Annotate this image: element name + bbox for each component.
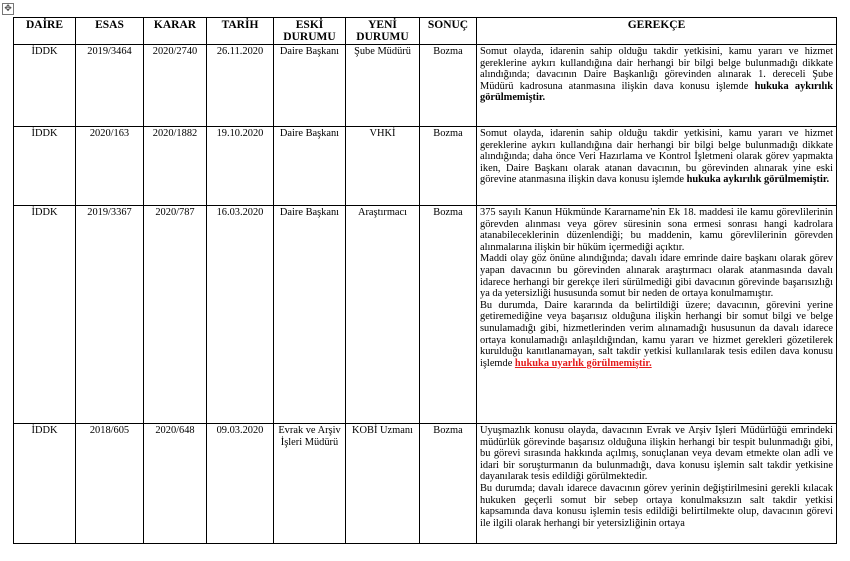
decisions-table [13, 17, 837, 544]
cell-daire: İDDK [14, 45, 76, 127]
cell-sonuc: Bozma [420, 206, 477, 424]
col-header-karar: KARAR [144, 18, 207, 45]
table-move-handle-icon[interactable]: ✥ [2, 3, 14, 15]
cell-yeni-durumu: VHKİ [346, 127, 420, 206]
gerekce-paragraph [480, 300, 833, 370]
cell-eski-durumu: Daire Başkanı [274, 127, 346, 206]
col-header-tarih: TARİH [207, 18, 274, 45]
table-row [14, 206, 837, 424]
cell-yeni-durumu: Şube Müdürü [346, 45, 420, 127]
col-header-yeni-durumu: YENİ DURUMU [346, 18, 420, 45]
cell-gerekce [477, 45, 837, 127]
cell-karar: 2020/648 [144, 424, 207, 544]
col-header-sonuc: SONUÇ [420, 18, 477, 45]
gerekce-text: Somut olayda, idarenin sahip olduğu takdir yetkisini, kamu yararı ve hizmet gereklerine aykırı kullandığına dair herhangi bir bilgi belge bulunmadığı dikkate alındığında; daha önce Veri Hazırlama ve Kontrol İşletmeni olarak görev yapmakta iken, Daire Başkanı olarak atanan davacının, bu görevinden alınarak yine eski görevine atanmasına ilişkin dava konusu işlemde [480, 128, 833, 186]
table-row [14, 424, 837, 544]
gerekce-paragraph: Maddi olay göz önüne alındığında; davalı idare emrinde daire başkanı olarak görev yapan davacının bu görevinden alınarak araştırmacı olarak atanmasında davalı idarece herhangi bir gerekçe ileri sürülmediği gibi davacının görevinde başarısızlığı ya da yetersizliği hususunda somut bir neden de ortaya konulmamıştır. [480, 253, 833, 300]
cell-yeni-durumu: Araştırmacı [346, 206, 420, 424]
table-row [14, 127, 837, 206]
gerekce-conclusion-highlight: hukuka uyarlık görülmemiştir. [514, 357, 652, 369]
cell-esas: 2019/3464 [76, 45, 144, 127]
cell-daire: İDDK [14, 424, 76, 544]
cell-yeni-durumu: KOBİ Uzmanı [346, 424, 420, 544]
col-header-gerekce: GEREKÇE [477, 18, 837, 45]
cell-karar: 2020/1882 [144, 127, 207, 206]
table-header-row [14, 18, 837, 45]
cell-karar: 2020/2740 [144, 45, 207, 127]
gerekce-paragraph: Bu durumda; davalı idarece davacının görev yerinin değiştirilmesini gerekli kılacak hukuken geçerli somut bir sebep ortaya konulmaksızın salt takdir yetkisi kapsamında dava konusu işlemin tesis edildiği belirtilmekte olup, davacının görevi ile ilgili olarak herhangi bir yetersizliğinin ortaya [480, 482, 833, 529]
cell-sonuc: Bozma [420, 127, 477, 206]
cell-tarih: 16.03.2020 [207, 206, 274, 424]
gerekce-content [480, 425, 833, 541]
gerekce-conclusion: hukuka aykırılık görülmemiştir. [686, 174, 830, 186]
col-header-eski-durumu: ESKİ DURUMU [274, 18, 346, 45]
cell-tarih: 09.03.2020 [207, 424, 274, 544]
col-header-daire: DAİRE [14, 18, 76, 45]
gerekce-paragraph: Uyuşmazlık konusu olayda, davacının Evrak ve Arşiv İşleri Müdürlüğü emrindeki müdürlük görevinde başarısız olduğuna ilişkin herhangi bir tespit bulunmadığı gibi, bu görevi sırasında hakkında açılmış, sonuçlanan veya devam etmekte olan adli ve idari bir soruşturmanın da bulunmadığı, dava konusu işlemin salt takdir yetkisine dayanılarak tesis edildiği görülmektedir. [480, 425, 833, 483]
cell-sonuc: Bozma [420, 424, 477, 544]
gerekce-text: Bu durumda, Daire kararında da belirtildiği üzere; davacının, görevini yerine getiremediğine veya başarısız olduğuna ilişkin herhangi bir somut bilgi ve belge sunulamadığı gibi, hizmetlerinden verim alınamadığı hususunun da davalı idarece ortaya konulamadığı anlaşıldığından, kamu yararı ve hizmet gerekleri gözetilerek kurulduğu kanıtlanamayan, salt takdir yetkisi kullanılarak tesis edilen dava konusu işlemde [480, 299, 833, 369]
cell-eski-durumu: Evrak ve Arşiv İşleri Müdürü [274, 424, 346, 544]
cell-eski-durumu: Daire Başkanı [274, 206, 346, 424]
cell-esas: 2019/3367 [76, 206, 144, 424]
cell-daire: İDDK [14, 127, 76, 206]
col-header-esas: ESAS [76, 18, 144, 45]
cell-gerekce [477, 424, 837, 544]
cell-gerekce [477, 206, 837, 424]
gerekce-text: Somut olayda, idarenin sahip olduğu takdir yetkisini, kamu yararı ve hizmet gereklerine aykırı kullandığına dair herhangi bir bilgi belge bulunmadığı dikkate alındığında; davacının Daire Başkanlığı görevinden alınarak 1. dereceli Şube Müdürü kadrosuna atanmasına ilişkin dava konusu işlemde [480, 46, 833, 92]
cell-daire: İDDK [14, 206, 76, 424]
cell-tarih: 19.10.2020 [207, 127, 274, 206]
cell-gerekce [477, 127, 837, 206]
cell-esas: 2020/163 [76, 127, 144, 206]
cell-tarih: 26.11.2020 [207, 45, 274, 127]
cell-karar: 2020/787 [144, 206, 207, 424]
table-row [14, 45, 837, 127]
gerekce-conclusion: hukuka aykırılık görülmemiştir. [480, 80, 834, 104]
cell-eski-durumu: Daire Başkanı [274, 45, 346, 127]
gerekce-paragraph: 375 sayılı Kanun Hükmünde Kararname'nin Ek 18. maddesi ile kamu görevlilerinin görevden alınması veya görev süresinin sona ermesi sonrası hangi kadrolara atanabileceklerinin düzenlendiği; bu maddenin, kamu görevlilerinin görevden alınmalarına ilişkin bir hüküm içermediği açıktır. [480, 207, 833, 253]
cell-sonuc: Bozma [420, 45, 477, 127]
cell-esas: 2018/605 [76, 424, 144, 544]
